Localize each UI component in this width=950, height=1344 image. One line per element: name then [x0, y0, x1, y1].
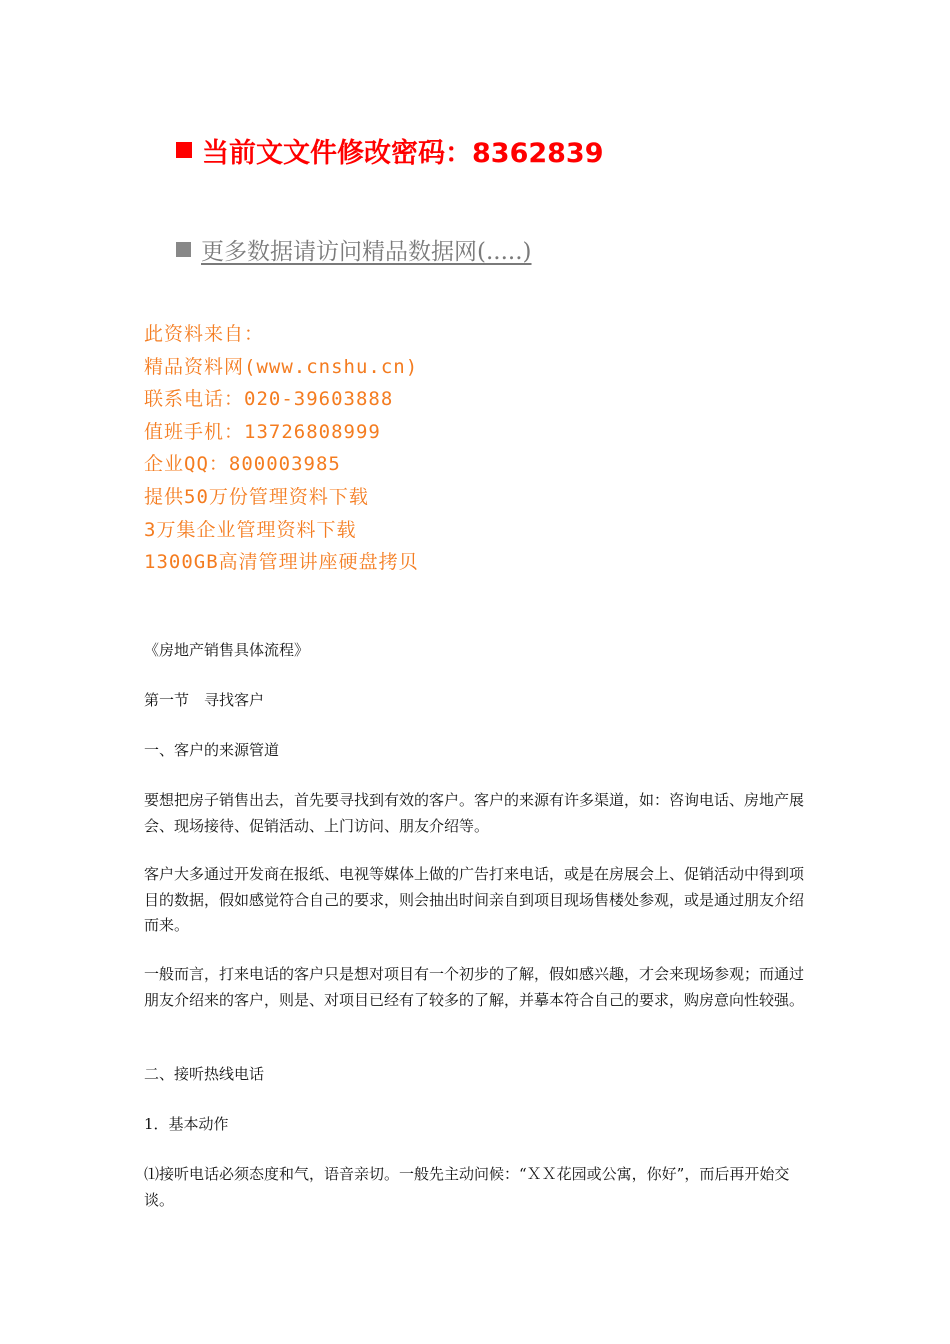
subheading-customer-sources: 一、客户的来源管道: [144, 741, 280, 759]
password-notice: [176, 130, 604, 170]
source-info-block: [144, 318, 419, 579]
source-line-qq: 企业QQ：800003985: [144, 453, 341, 476]
subheading-hotline: 二、接听热线电话: [144, 1065, 265, 1083]
source-line: 此资料来自：: [144, 323, 265, 345]
section-heading: 第一节 寻找客户: [144, 691, 265, 709]
more-data-notice: [176, 232, 532, 266]
more-data-link[interactable]: 更多数据请访问精品数据网(.....): [201, 238, 532, 265]
source-line-mobile: 值班手机：13726808999: [144, 420, 381, 443]
gray-square-bullet-icon: [176, 242, 191, 257]
subheading-basic-actions: 1．基本动作: [144, 1115, 229, 1133]
source-line-phone: 联系电话：020-39603888: [144, 388, 394, 411]
paragraph: 要想把房子销售出去，首先要寻找到有效的客户。客户的来源有许多渠道，如：咨询电话、房地产展会、现场接待、促销活动、上门访问、朋友介绍等。: [144, 791, 805, 835]
source-line-website: 精品资料网(www.cnshu.cn): [144, 355, 419, 378]
source-line: 3万集企业管理资料下载: [144, 518, 357, 541]
password-notice-text: 当前文文件修改密码：8362839: [202, 137, 604, 169]
red-square-bullet-icon: [176, 142, 192, 158]
paragraph: 客户大多通过开发商在报纸、电视等媒体上做的广告打来电话，或是在房展会上、促销活动中得到项目的数据，假如感觉符合自己的要求，则会抽出时间亲自到项目现场售楼处参观，或是通过朋友介绍而来。: [144, 865, 805, 934]
paragraph: ⑴接听电话必须态度和气，语音亲切。一般先主动问候：“ＸＸ花园或公寓，你好”，而后再开始交谈。: [144, 1165, 790, 1209]
source-line: 提供50万份管理资料下载: [144, 485, 369, 508]
paragraph: 一般而言，打来电话的客户只是想对项目有一个初步的了解，假如感兴趣，才会来现场参观；而通过朋友介绍来的客户，则是、对项目已经有了较多的了解，并摹本符合自己的要求，购房意向性较强。: [144, 965, 805, 1009]
source-line: 1300GB高清管理讲座硬盘拷贝: [144, 551, 419, 574]
document-title: 《房地产销售具体流程》: [144, 641, 310, 659]
